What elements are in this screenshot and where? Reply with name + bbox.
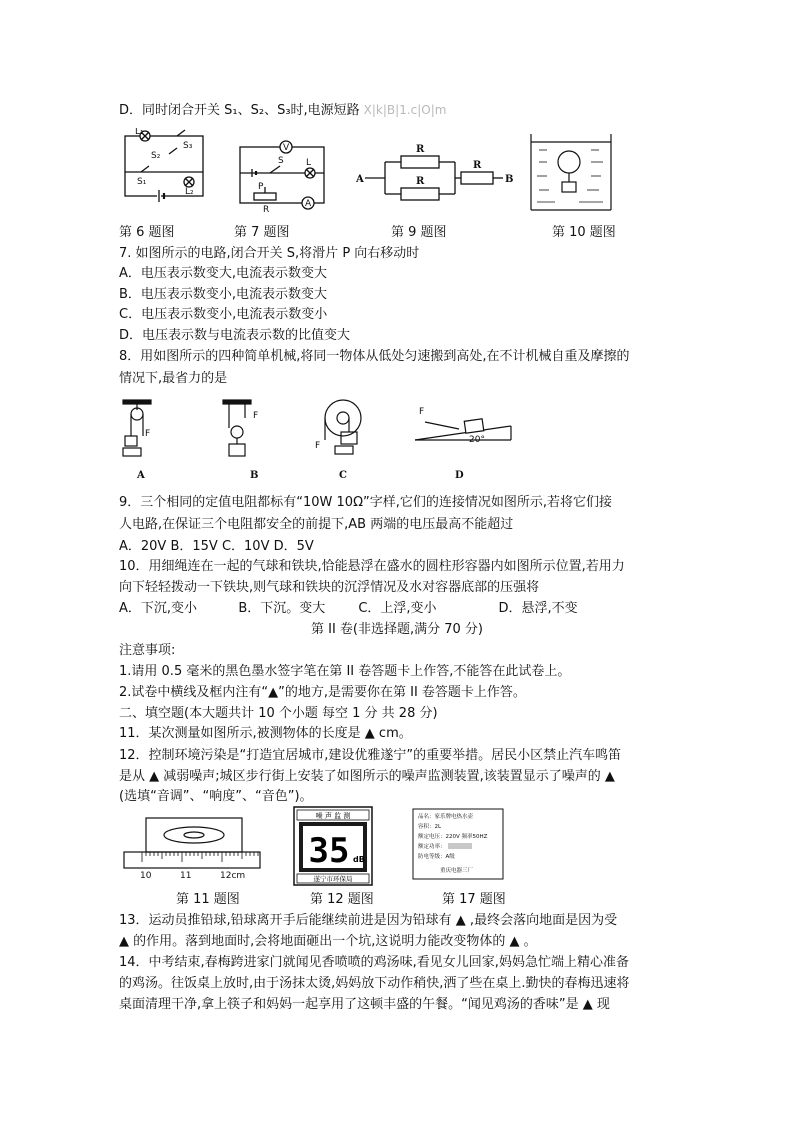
question-9: 9．三个相同的定值电阻都标有“10W 10Ω”字样,它们的连接情况如图所示,若将它们接: [119, 495, 613, 510]
question-12-cont: 是从 ▲ 减弱噪声;城区步行街上安装了如图所示的噪声监测装置,该装置显示了噪声的 ▲: [119, 769, 615, 784]
label-l1: L₁: [135, 128, 144, 137]
label-machine-d: D: [455, 470, 464, 481]
question-14-cont2: 桌面清理干净,拿上筷子和妈妈一起享用了这顿丰盛的午餐。“闻见鸡汤的香味”是 ▲ 现: [119, 997, 610, 1012]
watermark-text: X|k|B|1.c|O|m: [363, 103, 447, 117]
figure-6-circuit: [119, 128, 211, 210]
options-q9: A．20V B．15V C．10V D．5V: [119, 539, 314, 554]
label-f-a: F: [145, 429, 151, 439]
question-10-cont: 向下轻轻拨动一下铁块,则气球和铁块的沉浮情况及水对容器底部的压强将: [119, 580, 540, 595]
label-slider: P: [258, 182, 264, 192]
option-c-q7: C．电压表示数变小,电流表示数变小: [119, 307, 328, 322]
figure-8-machines: [119, 396, 519, 486]
label-a: A: [356, 174, 364, 185]
label-r1: R: [416, 144, 425, 155]
question-9-cont: 人电路,在保证三个电阻都安全的前提下,AB 两端的电压最高不能超过: [119, 517, 514, 532]
figure-7-circuit: [236, 133, 332, 213]
label-l2: L₂: [185, 187, 194, 197]
question-8: 8．用如图所示的四种简单机械,将同一物体从低处匀速搬到高处,在不计机械自重及摩擦的: [119, 349, 630, 364]
monitor-unit: dB: [353, 855, 365, 864]
question-11: 11．某次测量如图所示,被测物体的长度是 ▲ cm。: [119, 726, 412, 741]
question-14: 14．中考结束,春梅跨进家门就闻见香喷喷的鸡汤味,看见女儿回家,妈妈急忙端上精心准备: [119, 955, 629, 970]
nameplate-maker: 重庆电器三厂: [440, 868, 474, 874]
question-7: 7. 如图所示的电路,闭合开关 S,将滑片 P 向右移动时: [119, 246, 420, 261]
figure-12-noise-monitor: [293, 806, 373, 886]
ruler-label-12: 12cm: [220, 871, 246, 880]
label-r2: R: [416, 176, 425, 187]
question-13: 13．运动员推铅球,铅球离开手后能继续前进是因为铅球有 ▲ ,最终会落向地面是因为受: [119, 913, 618, 928]
figure-9-resistors: [355, 138, 515, 208]
nameplate-smudge: [448, 843, 472, 849]
question-12-cont2: (选填“音调”、“响度”、“音色”)。: [119, 789, 313, 804]
fill-in-heading: 二、填空题(本大题共计 10 个小题 每空 1 分 共 28 分): [119, 706, 438, 721]
label-b: B: [505, 174, 514, 185]
question-14-cont: 的鸡汤。往饭桌上放时,由于汤抹太烫,妈妈放下动作稍快,洒了些在桌上.勤快的春梅迅速将: [119, 976, 630, 991]
nameplate-voltage: 额定电压：220V 频率50HZ: [418, 834, 488, 840]
nameplate-name: 品名：家乐牌电热水壶: [418, 814, 474, 820]
question-12: 12．控制环境污染是“打造宜居城市,建设优雅遂宁”的重要举措。居民小区禁止汽车鸣笛: [119, 748, 622, 763]
question-10: 10．用细绳连在一起的气球和铁块,恰能悬浮在盛水的圆柱形容器内如图所示位置,若用力: [119, 559, 625, 574]
question-8-cont: 情况下,最省力的是: [119, 371, 228, 386]
caption-fig11: 第 11 题图: [176, 892, 240, 907]
figure-17-nameplate: [412, 808, 504, 880]
ruler-label-11: 11: [180, 871, 192, 880]
label-f-c: F: [315, 441, 321, 451]
label-r3: R: [473, 160, 482, 171]
monitor-footer: 遂宁市环保局: [313, 875, 353, 883]
section-2-heading: 第 II 卷(非选择题,满分 70 分): [310, 622, 483, 637]
label-machine-a: A: [137, 470, 145, 481]
monitor-value: 35: [308, 831, 350, 871]
ruler-label-10: 10: [140, 871, 152, 880]
label-machine-c: C: [339, 470, 347, 481]
figure-10-container: [525, 130, 617, 214]
option-a-q7: A．电压表示数变大,电流表示数变大: [119, 266, 328, 281]
option-text: D．同时闭合开关 S₁、S₂、S₃时,电源短路: [119, 103, 360, 118]
note-2: 2.试卷中横线及框内注有“▲”的地方,是需要你在第 II 卷答题卡上作答。: [119, 685, 526, 700]
caption-fig12: 第 12 题图: [310, 892, 374, 907]
label-s1: S₁: [137, 177, 147, 187]
caption-fig9: 第 9 题图: [391, 225, 447, 240]
options-q10: A．下沉,变小 B．下沉。变大 C．上浮,变小 D．悬浮,不变: [119, 601, 578, 616]
label-f-d: F: [419, 407, 425, 417]
caption-fig10: 第 10 题图: [552, 225, 616, 240]
monitor-header: 噪 声 监 测: [315, 812, 351, 820]
label-f-b: F: [253, 411, 259, 421]
label-angle: 20°: [469, 435, 485, 445]
label-switch: S: [278, 156, 284, 166]
nameplate-capacity: 容积：2L: [418, 824, 442, 830]
option-d-q6: [119, 101, 446, 120]
option-d-q7: D．电压表示数与电流表示数的比值变大: [119, 328, 351, 343]
label-lamp: L: [306, 158, 312, 168]
label-s3: S₃: [183, 141, 193, 151]
nameplate-grade: 防电等级：A级: [418, 854, 455, 860]
label-ammeter: A: [305, 199, 312, 209]
label-rheostat: R: [263, 205, 270, 213]
caption-fig6: 第 6 题图: [119, 225, 175, 240]
label-machine-b: B: [250, 470, 259, 481]
note-1: 1.请用 0.5 毫米的黑色墨水签字笔在第 II 卷答题卡上作答,不能答在此试卷上。: [119, 664, 571, 679]
figure-11-ruler: [122, 812, 262, 880]
caption-fig17: 第 17 题图: [442, 892, 506, 907]
question-13-cont: ▲ 的作用。落到地面时,会将地面砸出一个坑,这说明力能改变物体的 ▲ 。: [119, 934, 537, 949]
nameplate-power: 额定功率：: [418, 844, 446, 850]
label-s2: S₂: [151, 151, 161, 161]
notes-heading: 注意事项:: [119, 643, 176, 658]
option-b-q7: B．电压表示数变小,电流表示数变大: [119, 287, 328, 302]
label-voltmeter: V: [283, 143, 290, 153]
caption-fig7: 第 7 题图: [234, 225, 290, 240]
